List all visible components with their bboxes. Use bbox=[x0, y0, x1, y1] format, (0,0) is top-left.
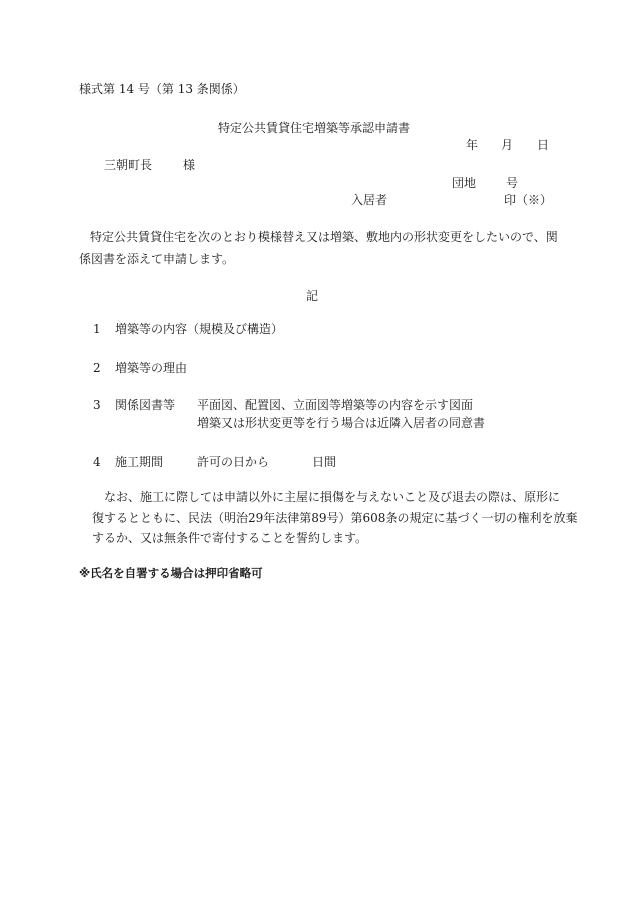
pledge-line-2: 復するとともに、民法（明治29年法律第89号）第608条の規定に基づく一切の権利を放棄 bbox=[92, 511, 578, 525]
item-2-label: 増築等の理由 bbox=[115, 361, 188, 375]
ki-heading: 記 bbox=[306, 289, 319, 303]
document-title: 特定公共賃貸住宅増築等承認申請書 bbox=[218, 121, 411, 135]
item-3-value-2: 増築又は形状変更等を行う場合は近隣入居者の同意書 bbox=[197, 416, 486, 430]
room-number-label: 号 bbox=[506, 176, 519, 190]
recipient-honorific: 様 bbox=[183, 158, 196, 172]
item-3-label: 関係図書等 bbox=[115, 398, 176, 412]
form-number: 様式第 14 号（第 13 条関係） bbox=[79, 82, 245, 96]
item-4-value-2: 日間 bbox=[312, 455, 337, 469]
intro-line-1: 特定公共賃貸住宅を次のとおり模様替え又は増築、敷地内の形状変更をしたいので、関 bbox=[90, 230, 558, 244]
recipient-name: 三朝町長 bbox=[104, 158, 153, 172]
date-day-label: 日 bbox=[537, 138, 550, 152]
date-month-label: 月 bbox=[501, 138, 514, 152]
pledge-line-1: なお、施工に際しては申請以外に主屋に損傷を与えないこと及び退去の際は、原形に bbox=[104, 490, 561, 504]
item-1-label: 増築等の内容（規模及び構造） bbox=[115, 322, 284, 336]
item-3-number: 3 bbox=[93, 398, 101, 412]
item-2-number: 2 bbox=[93, 361, 101, 375]
seal-label: 印（※） bbox=[504, 193, 553, 207]
pledge-line-3: するか、又は無条件で寄付することを誓約します。 bbox=[92, 531, 368, 545]
item-3-value-1: 平面図、配置図、立面図等増築等の内容を示す図面 bbox=[197, 398, 474, 412]
intro-line-2: 係図書を添えて申請します。 bbox=[79, 252, 235, 266]
resident-label: 入居者 bbox=[351, 193, 388, 207]
signature-note: ※氏名を自署する場合は押印省略可 bbox=[79, 566, 263, 580]
item-4-label: 施工期間 bbox=[115, 455, 164, 469]
date-year-label: 年 bbox=[466, 138, 479, 152]
item-4-number: 4 bbox=[93, 455, 101, 469]
item-4-value-1: 許可の日から bbox=[197, 455, 270, 469]
danchi-label: 団地 bbox=[452, 176, 477, 190]
item-1-number: 1 bbox=[93, 322, 101, 336]
